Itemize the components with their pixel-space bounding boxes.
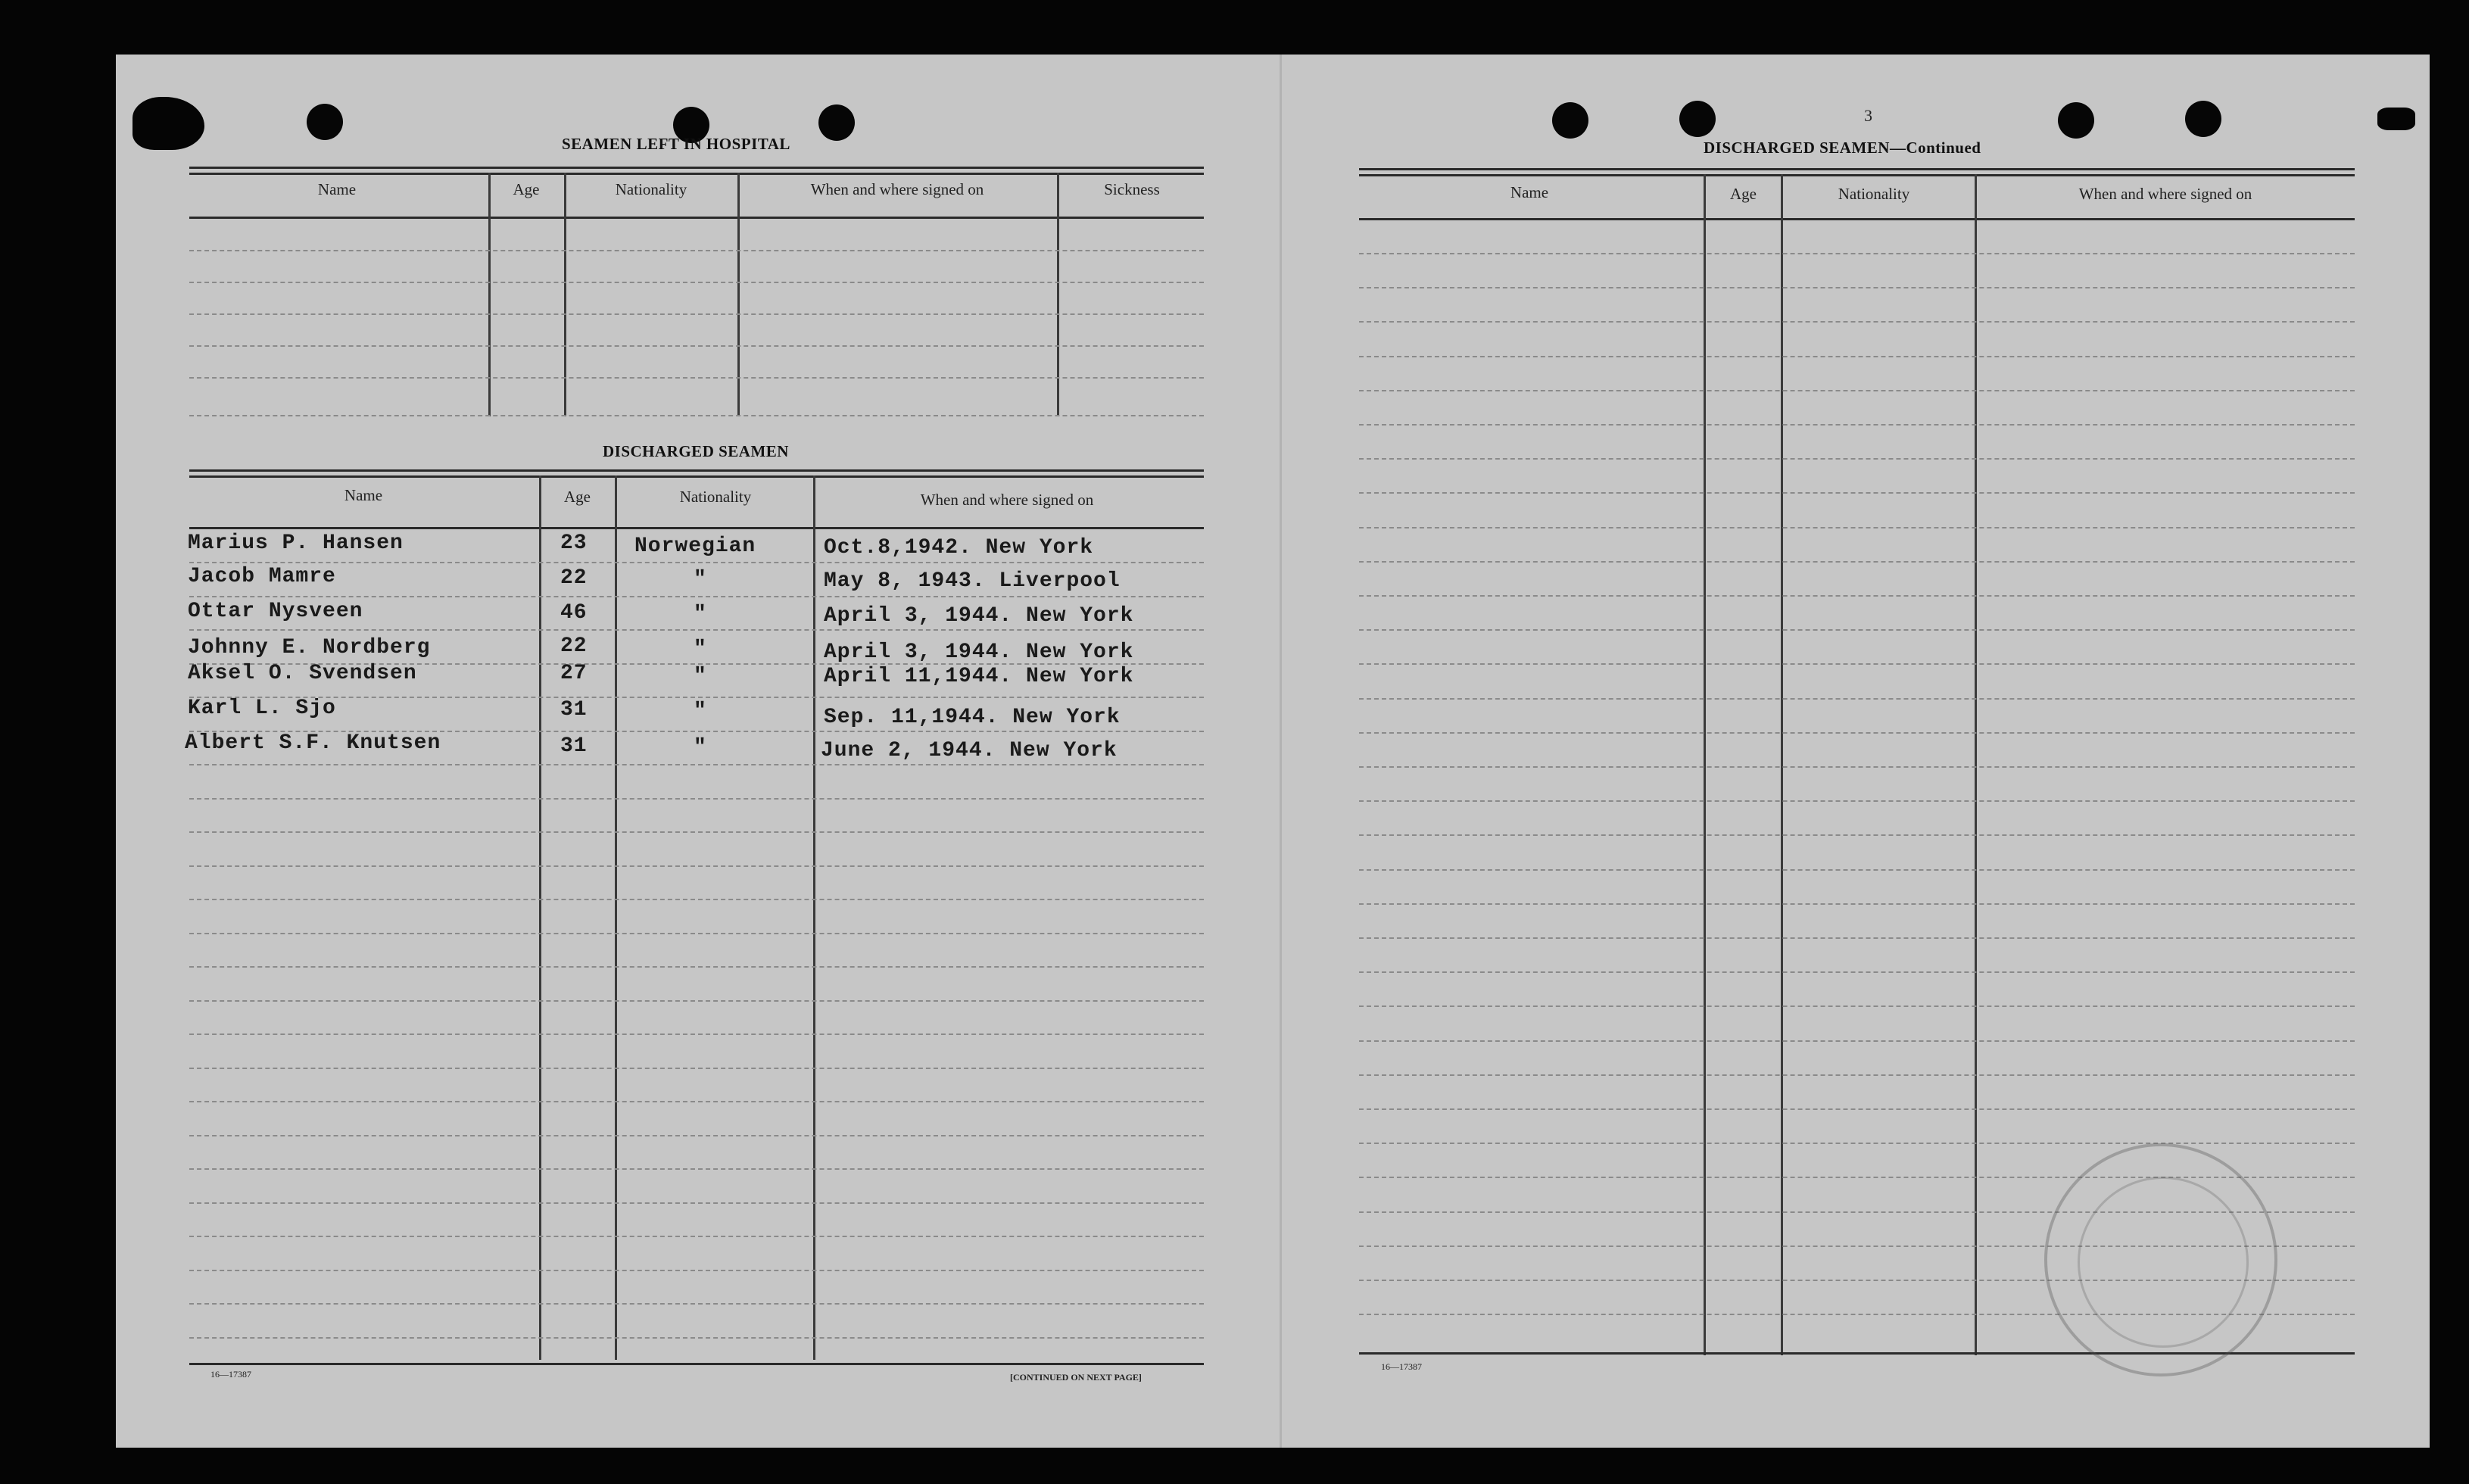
row-line [189,1303,1204,1305]
continued-col-age: Age [1730,185,1757,203]
col-divider [539,475,541,1360]
binder-hole [1552,102,1588,139]
row-line [1359,800,2355,802]
seaman-name: Jacob Mamre [188,565,336,588]
row-line [189,1337,1204,1339]
row-line [1359,595,2355,597]
row-line [1359,1074,2355,1076]
discharged-continued-title: DISCHARGED SEAMEN—Continued [1704,139,1981,157]
faint-stamp [2044,1143,2277,1376]
rule [1359,174,2355,176]
seaman-age: 23 [560,532,588,555]
seaman-age: 46 [560,601,588,625]
row-line [189,697,1204,698]
seaman-name: Marius P. Hansen [188,532,404,555]
page-number: 3 [1864,106,1872,125]
row-line [189,562,1204,563]
discharged-col-signed-on: When and where signed on [920,491,1094,509]
seaman-signed-on: May 8, 1943. Liverpool [824,569,1121,593]
seaman-nationality: " [694,700,707,723]
row-line [1359,253,2355,254]
seaman-signed-on: April 3, 1944. New York [824,604,1134,628]
row-line [189,966,1204,968]
row-line [189,1034,1204,1035]
row-line [189,596,1204,597]
seaman-signed-on: April 3, 1944. New York [824,641,1134,664]
page-fold [1280,55,1282,1448]
discharged-col-name: Name [344,486,383,504]
row-line [189,415,1204,416]
row-line [1359,971,2355,973]
seaman-age: 31 [560,734,588,758]
binder-hole [818,104,855,141]
row-line [189,282,1204,283]
col-divider [813,475,815,1360]
discharged-section-title: DISCHARGED SEAMEN [603,442,789,460]
continued-col-nationality: Nationality [1838,185,1910,203]
seaman-age: 22 [560,566,588,590]
seaman-signed-on: April 11,1944. New York [824,665,1134,688]
seaman-nationality: " [694,603,707,626]
row-line [1359,834,2355,836]
seaman-age: 31 [560,698,588,722]
row-line [1359,492,2355,494]
row-line [1359,561,2355,563]
row-line [189,1236,1204,1237]
row-line [189,764,1204,765]
discharged-col-age: Age [564,488,591,506]
col-divider [488,173,491,416]
seaman-name: Karl L. Sjo [188,697,336,720]
seaman-nationality: " [694,736,707,759]
seaman-nationality: " [694,568,707,591]
seaman-nationality: Norwegian [634,535,756,558]
row-line [1359,321,2355,323]
rule [189,475,1204,478]
rule [189,173,1204,175]
row-line [1359,903,2355,905]
row-line [1359,1108,2355,1110]
form-number-left: 16—17387 [210,1369,251,1380]
row-line [189,899,1204,900]
hospital-col-name: Name [317,180,357,198]
row-line [189,1270,1204,1271]
row-line [1359,527,2355,528]
discharged-col-nationality: Nationality [679,488,752,506]
rule [1359,218,2355,220]
row-line [189,345,1204,347]
row-line [1359,698,2355,700]
row-line [1359,766,2355,768]
row-line [189,865,1204,867]
col-divider [615,475,617,1360]
row-line [189,831,1204,833]
paper-tear [2377,108,2415,130]
binder-hole [2185,101,2221,137]
row-line [1359,458,2355,460]
seaman-nationality: " [694,665,707,688]
hospital-col-age: Age [513,180,540,198]
seaman-age: 27 [560,662,588,685]
row-line [189,933,1204,934]
row-line [189,250,1204,251]
row-line [1359,629,2355,631]
row-line [189,1168,1204,1170]
hospital-col-nationality: Nationality [615,180,687,198]
rule [189,167,1204,169]
seaman-name: Albert S.F. Knutsen [185,731,441,755]
seaman-signed-on: Oct.8,1942. New York [824,536,1094,560]
row-line [1359,356,2355,357]
row-line [189,1202,1204,1204]
continued-col-signed-on: When and where signed on [2078,185,2252,203]
col-divider [564,173,566,416]
rule [1359,168,2355,170]
row-line [189,798,1204,800]
row-line [1359,732,2355,734]
row-line [189,1101,1204,1102]
seaman-signed-on: Sep. 11,1944. New York [824,706,1121,729]
row-line [189,313,1204,315]
row-line [1359,1143,2355,1144]
row-line [189,1135,1204,1136]
hospital-col-signed-on: When and where signed on [810,180,984,198]
binder-hole [307,104,343,140]
row-line [189,1068,1204,1069]
rule [189,217,1204,219]
col-divider [737,173,740,416]
seaman-name: Ottar Nysveen [188,600,363,623]
seaman-signed-on: June 2, 1944. New York [821,739,1118,762]
binder-hole [1679,101,1716,137]
form-number-right: 16—17387 [1381,1361,1422,1372]
row-line [1359,869,2355,871]
rule [189,1363,1204,1365]
continued-col-name: Name [1510,183,1549,201]
col-divider [1057,173,1059,416]
row-line [1359,1005,2355,1007]
row-line [189,377,1204,379]
row-line [189,1000,1204,1002]
seaman-name: Aksel O. Svendsen [188,662,417,685]
hospital-col-sickness: Sickness [1104,180,1160,198]
seaman-age: 22 [560,634,588,658]
row-line [1359,424,2355,426]
row-line [1359,287,2355,288]
row-line [189,629,1204,631]
continued-note: [CONTINUED ON NEXT PAGE] [1010,1372,1142,1383]
rule [189,527,1204,529]
hospital-section-title: SEAMEN LEFT IN HOSPITAL [562,135,790,153]
row-line [1359,390,2355,391]
row-line [1359,663,2355,665]
row-line [1359,937,2355,939]
row-line [1359,1040,2355,1042]
rule [189,469,1204,472]
seaman-name: Johnny E. Nordberg [188,636,431,659]
seaman-nationality: " [694,638,707,661]
binder-hole [2058,102,2094,139]
